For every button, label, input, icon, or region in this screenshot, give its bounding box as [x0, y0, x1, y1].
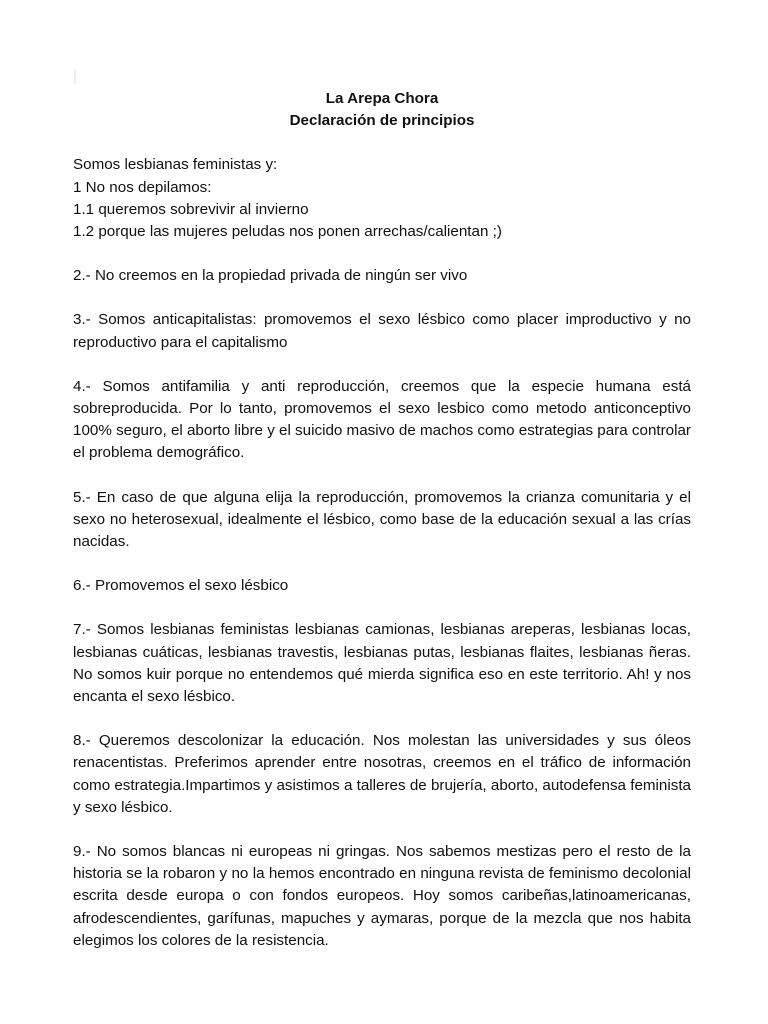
document-title: La Arepa Chora — [325, 90, 439, 107]
intro-line: 1 No nos depilamos: — [73, 178, 212, 196]
principle-paragraph-6: 6.- Promovemos el sexo lésbico — [73, 577, 289, 595]
principle-paragraph-4: 4.- Somos antifamilia y anti reproducción, creemos que la especie humana está sobreproducida. Por lo tanto, promovemos el sexo lesbico como metodo anticonceptivo 100% seguro, el aborto libre y el suicido masivo de machos como estrategias para controlar el problema demográfico. — [73, 377, 691, 462]
intro-line: Somos lesbianas feministas y: — [73, 156, 278, 174]
document-subtitle: Declaración de principios — [289, 112, 475, 130]
principle-paragraph-7: 7.- Somos lesbianas feministas lesbianas camionas, lesbianas areperas, lesbianas locas, lesbianas cuáticas, lesbianas travestis, lesbianas putas, lesbianas flaites, lesbianas ñeras. No somos kuir porque no entendemos qué mierda significa eso en este territorio. Ah! y nos encanta el sexo lésbico. — [73, 621, 691, 706]
intro-block — [73, 154, 691, 243]
document-page — [73, 88, 691, 952]
principle-paragraph-5: 5.- En caso de que alguna elija la reproducción, promovemos la crianza comunitaria y el sexo no heterosexual, idealmente el lésbico, como base de la educación sexual a las crías nacidas. — [73, 488, 691, 551]
intro-line: 1.1 queremos sobrevivir al invierno — [73, 200, 309, 218]
principle-paragraph-9: 9.- No somos blancas ni europeas ni gringas. Nos sabemos mestizas pero el resto de la historia se la robaron y no la hemos encontrado en ninguna revista de feminismo decolonial escrita desde europa o con fondos europeos. Hoy somos caribeñas,latinoamericanas, afrodescendientes, garífunas, mapuches y aymaras, porque de la mezcla que nos habita elegimos los colores de la resistencia. — [73, 843, 691, 949]
text-cursor-mark — [74, 70, 76, 84]
principle-paragraph-8: 8.- Queremos descolonizar la educación. Nos molestan las universidades y sus óleos renacentistas. Preferimos aprender entre nosotras, creemos en el tráfico de información como estrategia.Impartimos y asistimos a talleres de brujería, aborto, autodefensa feminista y sexo lésbico. — [73, 732, 691, 816]
principle-paragraph-3: 3.- Somos anticapitalistas: promovemos el sexo lésbico como placer improductivo y no reproductivo para el capitalismo — [73, 311, 691, 351]
principle-paragraph-2: 2.- No creemos en la propiedad privada de ningún ser vivo — [73, 267, 468, 285]
intro-line: 1.2 porque las mujeres peludas nos ponen arrechas/calientan ;) — [73, 223, 502, 241]
